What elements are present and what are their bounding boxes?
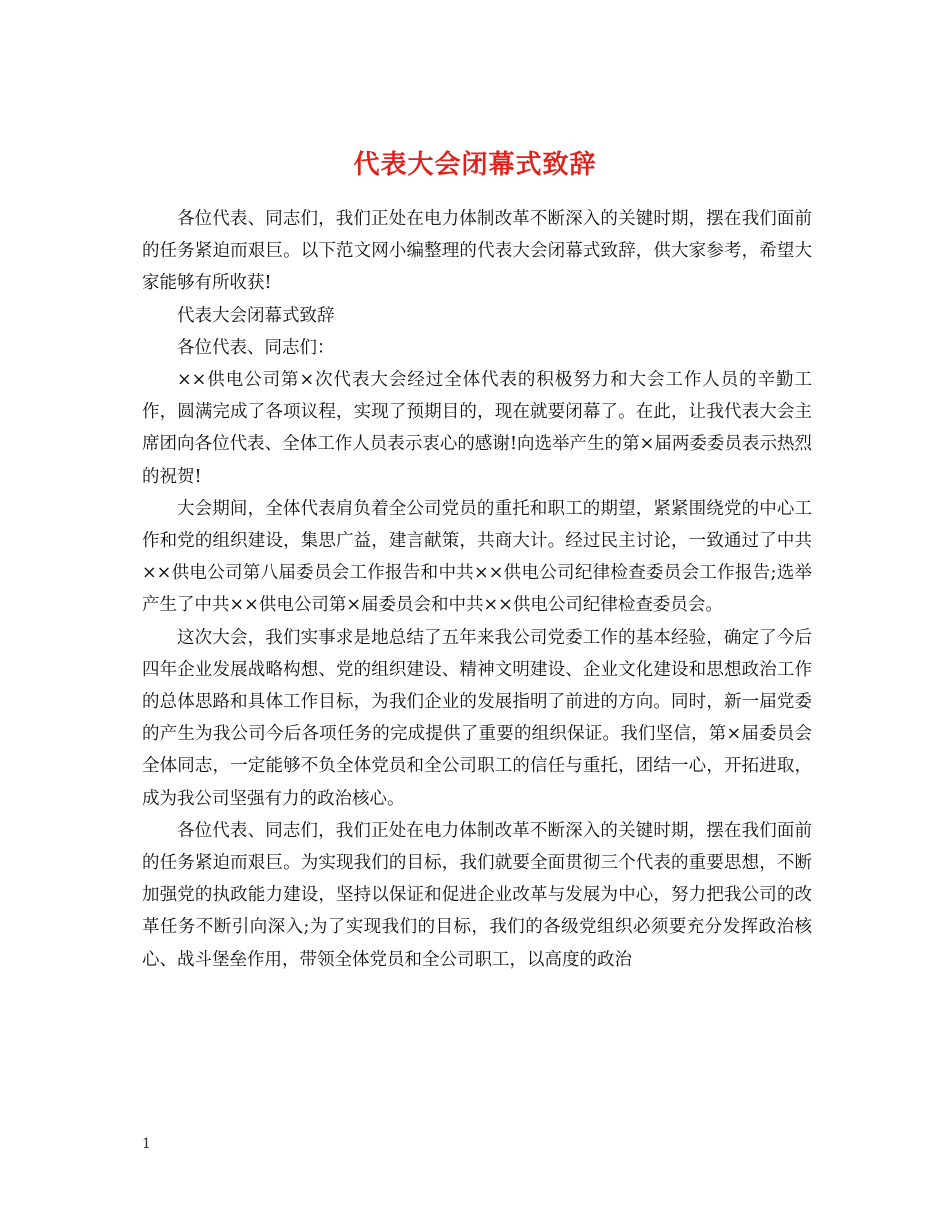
body-paragraph: ××供电公司第×次代表大会经过全体代表的积极努力和大会工作人员的辛勤工作，圆满完成了各项议程，实现了预期目的，现在就要闭幕了。在此，让我代表大会主席团向各位代表、全体工作人员表示衷心的感谢!向选举产生的第×届两委委员表示热烈的祝贺! [142, 370, 812, 487]
body-paragraph: 代表大会闭幕式致辞 [177, 305, 335, 326]
body-paragraph: 各位代表、同志们，我们正处在电力体制改革不断深入的关键时期，摆在我们面前的任务紧迫而艰巨。以下范文网小编整理的代表大会闭幕式致辞，供大家参考，希望大家能够有所收获! [142, 209, 812, 294]
document-title: 代表大会闭幕式致辞 [353, 150, 597, 181]
body-paragraph: 各位代表、同志们： [177, 337, 335, 358]
body-paragraph: 这次大会，我们实事求是地总结了五年来我公司党委工作的基本经验，确定了今后四年企业发展战略构想、党的组织建设、精神文明建设、企业文化建设和思想政治工作的总体思路和具体工作目标，为我们企业的发展指明了前进的方向。同时，新一届党委的产生为我公司今后各项任务的完成提供了重要的组织保证。我们坚信，第×届委员会全体同志，一定能够不负全体党员和全公司职工的信任与重托，团结一心，开拓进取，成为我公司坚强有力的政治核心。 [142, 627, 812, 809]
body-paragraph: 大会期间，全体代表肩负着全公司党员的重托和职工的期望，紧紧围绕党的中心工作和党的组织建设，集思广益，建言献策，共商大计。经过民主讨论，一致通过了中共××供电公司第八届委员会工作报告和中共××供电公司纪律检查委员会工作报告;选举产生了中共××供电公司第×届委员会和中共××供电公司纪律检查委员会。 [142, 498, 812, 616]
body-paragraph: 各位代表、同志们，我们正处在电力体制改革不断深入的关键时期，摆在我们面前的任务紧迫而艰巨。为实现我们的目标，我们就要全面贯彻三个代表的重要思想，不断加强党的执政能力建设，坚持以保证和促进企业改革与发展为中心，努力把我公司的改革任务不断引向深入;为了实现我们的目标，我们的各级党组织必须要充分发挥政治核心、战斗堡垒作用，带领全体党员和全公司职工，以高度的政治 [142, 820, 812, 970]
document-body [142, 203, 812, 976]
page-number: 1 [142, 1136, 151, 1152]
